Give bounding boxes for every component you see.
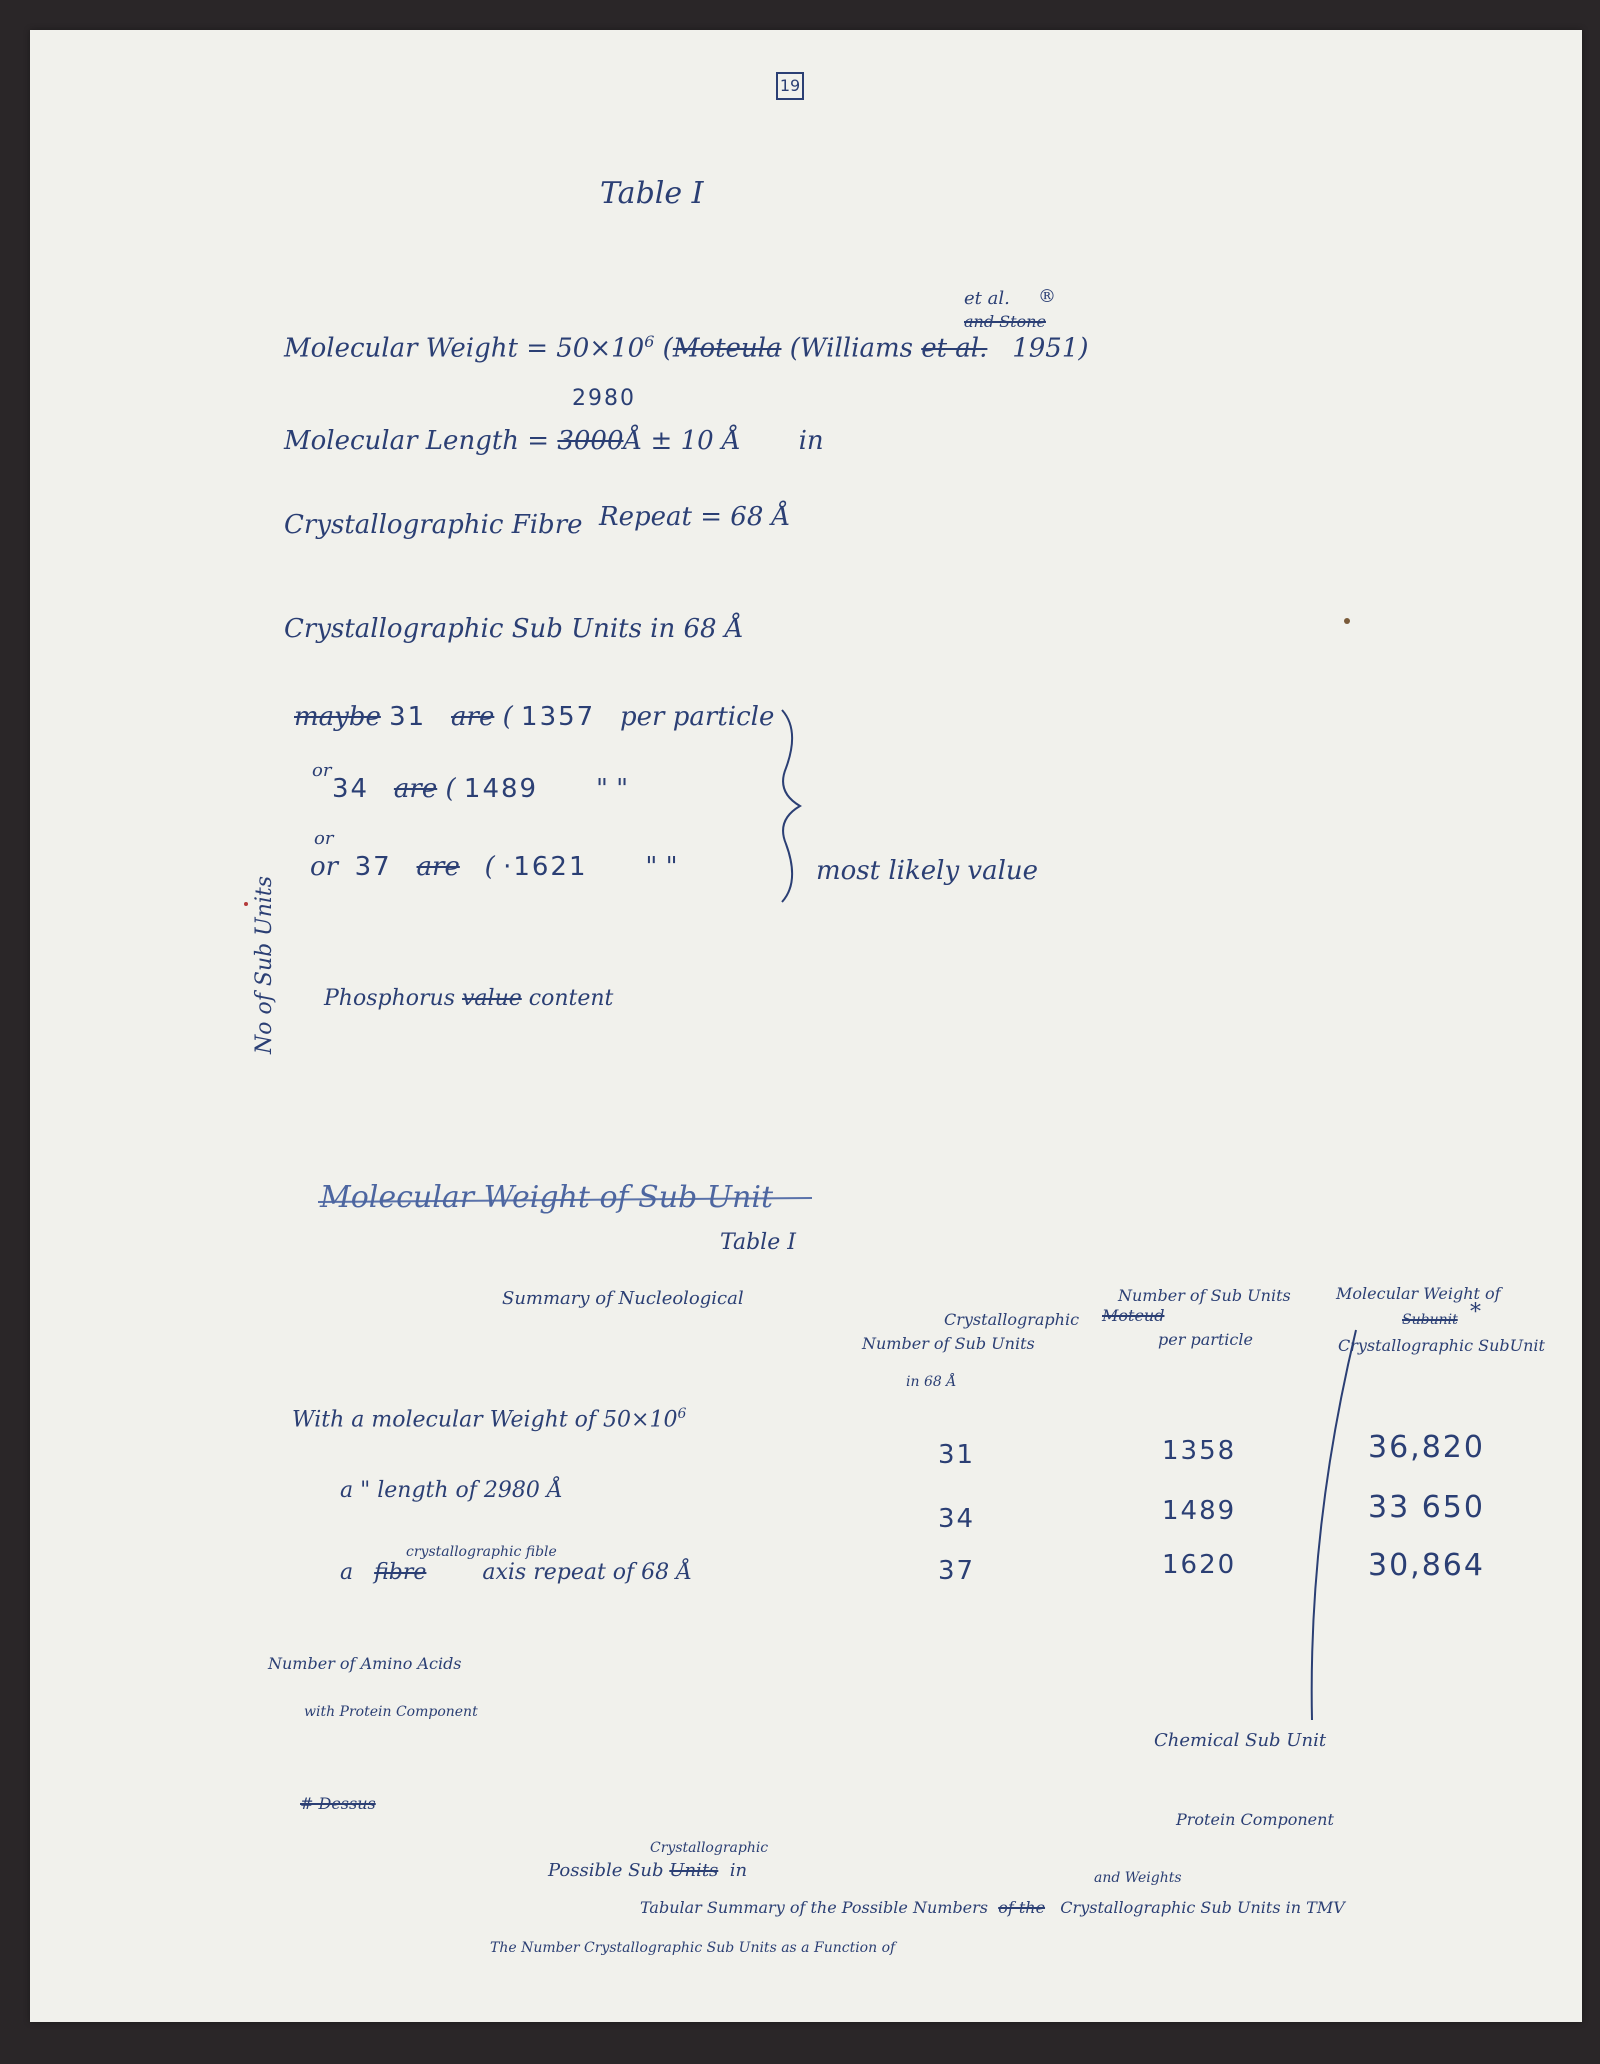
col2-line1: Number of Sub Units [1118,1286,1291,1305]
condition-1 [292,1406,686,1432]
col2-struck: Moteud [1102,1306,1165,1325]
page-number: 19 [776,72,804,100]
possible-struck: Units [669,1860,719,1881]
repeat-label: Crystallographic Fibre [284,510,583,540]
condition-2: a " length of 2980 Å [340,1478,563,1503]
possible-text: Possible Sub [548,1860,664,1881]
row1-unit: per particle [620,702,775,732]
length-value: Å ± 10 Å [623,426,741,456]
phosphorus-struck: value [461,986,522,1011]
mw-30864: 30,864 [1368,1548,1485,1583]
most-likely-note: most likely value [816,856,1039,886]
subunits-heading: Crystallographic Sub Units in 68 Å [284,614,744,644]
row3-extra-or: or [314,828,334,849]
column-divider [1312,1330,1356,1720]
row3-value: ·1621 [503,852,588,882]
possible-line [548,1860,747,1881]
length-label: Molecular Length = [284,426,550,456]
row2-count: 34 [332,774,370,804]
length-insert: 2980 [572,386,636,411]
tabular-struck: of the [998,1898,1046,1917]
amino-note-2: with Protein Component [304,1704,478,1720]
mw-exponent: 6 [644,332,655,351]
side-label-subunits: No of Sub Units [252,875,277,1054]
subunit-row-1 [294,702,774,732]
struck-small: # Dessus [300,1794,376,1813]
cite-etal: et al. [964,288,1010,309]
col3-line2: Crystallographic SubUnit [1338,1336,1545,1355]
subunits-37: 37 [938,1556,976,1586]
repeat-value: Repeat = 68 Å [599,502,791,532]
subunit-row-2 [332,774,628,804]
condition-3 [340,1560,692,1585]
protein-component: Protein Component [1176,1810,1334,1829]
condition-3-text: axis repeat of 68 Å [482,1560,693,1585]
tabular-tail: Crystallographic Sub Units in TMV [1060,1898,1345,1917]
cite-note: ® [1038,286,1056,307]
chemical-sub-unit: Chemical Sub Unit [1154,1730,1327,1751]
mw-33650: 33 650 [1368,1490,1485,1525]
tabular-line [640,1898,1345,1917]
row3-struck: are [416,852,460,882]
condition-1-text: With a molecular Weight of 50×10 [292,1407,678,1433]
col1-line2: Number of Sub Units [862,1334,1035,1353]
cite-struck: and Stone [964,312,1046,331]
molecular-length [284,426,824,456]
mw-year: 1951) [1012,333,1089,364]
row2-unit: " " [595,774,629,804]
length-note: in [798,426,824,456]
row3-unit: " " [645,852,678,882]
summary-heading: Summary of Nucleological [502,1288,744,1309]
possible-tail: in [729,1860,748,1881]
row2-struck: are [393,774,438,804]
row2-value: 1489 [463,774,539,804]
tabular-text: Tabular Summary of the Possible Numbers [640,1898,989,1917]
row2-paren: ( [445,774,456,804]
molecular-weight [284,332,1089,364]
struck-heading: Molecular Weight of Sub Unit [320,1180,774,1215]
per-particle-1489: 1489 [1162,1496,1237,1526]
condition-3-above: crystallographic fible [406,1544,557,1560]
col1-line3: in 68 Å [906,1374,957,1390]
col3-asterisk: * [1470,1300,1481,1325]
row1-prefix: maybe [294,702,381,732]
row1-count: 31 [389,702,427,732]
length-struck: 3000 [557,426,624,456]
row1-struck: are [451,702,495,732]
table2-title: Table I [720,1230,796,1255]
fibre-repeat [284,502,791,540]
row3-paren: ( [484,852,495,882]
col1-line1: Crystallographic [944,1310,1080,1329]
col3-line1: Molecular Weight of [1336,1284,1501,1303]
col3-struck: Subunit [1402,1312,1458,1328]
mw-struck: Moteula [672,333,782,364]
red-dot [244,902,248,906]
ink-dot [1344,618,1350,624]
mw-paren: ( [662,333,673,364]
number-line: The Number Crystallographic Sub Units as a Function of [490,1940,896,1956]
amino-note-1: Number of Amino Acids [268,1654,462,1673]
phosphorus-tail: content [528,986,614,1011]
phosphorus-text: Phosphorus [324,986,455,1011]
per-particle-1358: 1358 [1162,1436,1237,1466]
row3-prefix: or [310,852,339,882]
condition-3-struck: fibre [374,1560,427,1585]
mw-36820: 36,820 [1368,1430,1485,1465]
condition-3-prefix: a [340,1560,354,1585]
mw-label: Molecular Weight = 50×10 [284,333,645,364]
subunit-row-3 [310,852,678,882]
row2-prefix: or [312,760,332,781]
condition-1-exp: 6 [677,1406,687,1422]
phosphorus-line [324,986,613,1011]
crystallographic-above: Crystallographic [650,1840,769,1856]
row1-value: 1357 [521,702,596,732]
row1-paren: ( [502,702,513,732]
subunits-31: 31 [938,1440,976,1470]
manuscript-page [30,30,1582,2022]
mw-cite-old: et al. [921,333,988,364]
table-title: Table I [600,176,704,211]
row3-count: 37 [354,852,392,882]
tabular-above: and Weights [1094,1870,1182,1886]
col2-line2: per particle [1158,1330,1253,1349]
subunits-34: 34 [938,1504,976,1534]
right-brace [782,710,800,902]
mw-author: (Williams [789,333,913,364]
per-particle-1620: 1620 [1162,1550,1237,1580]
